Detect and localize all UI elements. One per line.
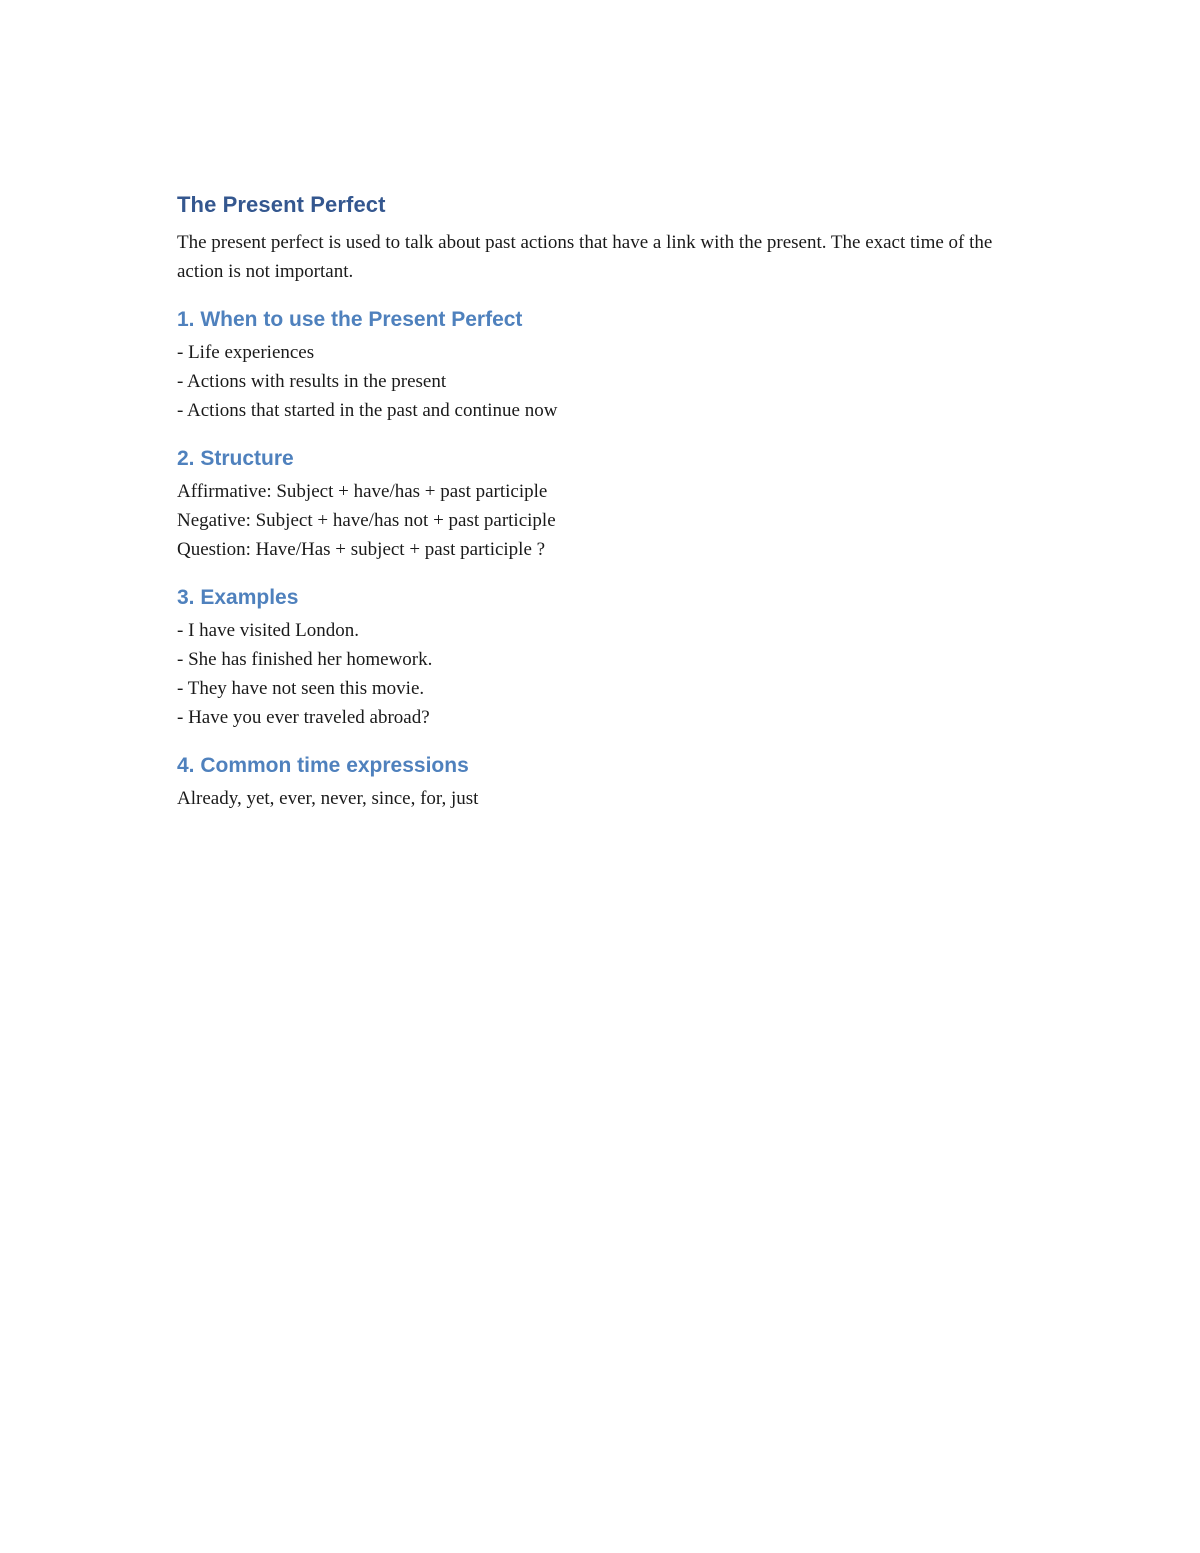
document-title: The Present Perfect: [177, 192, 386, 217]
list-item: - She has finished her homework.: [177, 649, 433, 670]
list-item: - Life experiences: [177, 342, 315, 363]
section-time-expressions: [177, 750, 1037, 813]
section-heading: 1. When to use the Present Perfect: [177, 308, 523, 331]
list-item: - Actions with results in the present: [177, 371, 447, 392]
list-item: - They have not seen this movie.: [177, 678, 425, 699]
document-body: [177, 188, 1037, 813]
list-item: - Actions that started in the past and continue now: [177, 400, 558, 421]
structure-line-affirmative: Affirmative: Subject + have/has + past participle: [177, 481, 548, 502]
list-item: - Have you ever traveled abroad?: [177, 707, 430, 728]
time-expressions-line: Already, yet, ever, never, since, for, just: [177, 788, 479, 809]
section-when-to-use: [177, 304, 1037, 425]
section-structure: [177, 443, 1037, 564]
structure-line-negative: Negative: Subject + have/has not + past participle: [177, 510, 556, 531]
section-heading: 4. Common time expressions: [177, 754, 469, 777]
list-item: - I have visited London.: [177, 620, 360, 641]
intro-paragraph: The present perfect is used to talk about past actions that have a link with the present. The exact time of the action is not important.: [177, 232, 993, 282]
section-examples: [177, 582, 1037, 732]
section-heading: 3. Examples: [177, 586, 299, 609]
structure-line-question: Question: Have/Has + subject + past participle ?: [177, 539, 546, 560]
section-heading: 2. Structure: [177, 447, 294, 470]
